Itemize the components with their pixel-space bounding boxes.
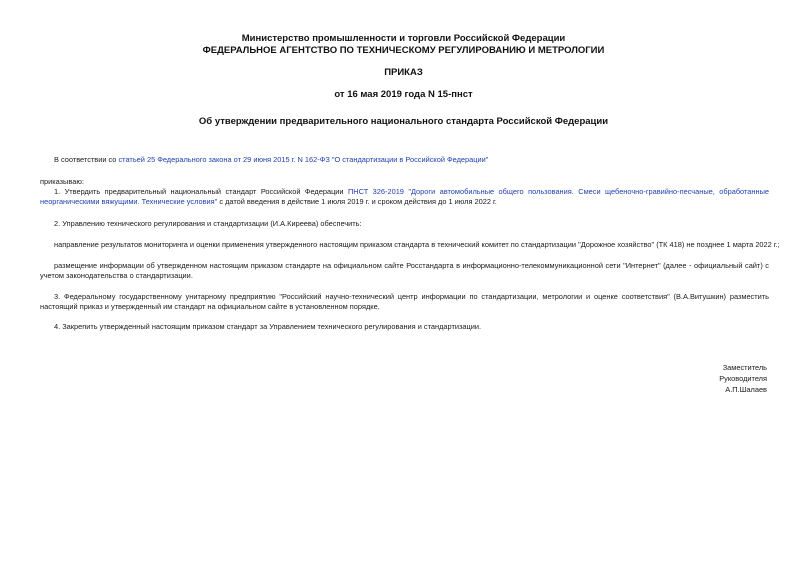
ministry-title: Министерство промышленности и торговли Российской Федерации bbox=[241, 33, 566, 44]
item-2-paragraph: 2. Управлению технического регулирования и стандартизации (И.А.Киреева) обеспечить: bbox=[54, 219, 362, 228]
standard-pnst-link[interactable]: ПНСТ 326-2019 "Дороги автомобильные общего пользования. Смеси щебеночно-гравийно-песчаные, обработанные неорганическими вяжущими. Технические условия" bbox=[40, 187, 769, 206]
item-1-paragraph bbox=[40, 187, 769, 207]
item-2-a-paragraph: направление результатов мониторинга и оценки применения утвержденного настоящим приказом стандарта в технический комитет по стандартизации "Дорожное хозяйство" (ТК 418) не позднее 1 марта 2022 г.; bbox=[54, 240, 780, 249]
document-date-number: от 16 мая 2019 года N 15-пнст bbox=[334, 89, 473, 100]
item-3-paragraph: 3. Федеральному государственному унитарному предприятию "Российский научно-технический центр информации по стандартизации, метрологии и оценке соответствия" (В.А.Витушкин) разместить настоящий приказ и утвержденный им стандарт на официальном сайте в установленном порядке. bbox=[40, 292, 769, 311]
item-2-b-paragraph: размещение информации об утвержденном настоящим приказом стандарте на официальном сайте Росстандарта в информационно-телекоммуникационной сети "Интернет" (далее - официальный сайт) с учетом законодательства о стандартизации. bbox=[40, 261, 769, 280]
document-subject: Об утверждении предварительного национального стандарта Российской Федерации bbox=[198, 116, 609, 127]
item-1-suffix: с датой введения в действие 1 июля 2019 г. и сроком действия до 1 июля 2022 г. bbox=[217, 197, 497, 206]
federal-law-link[interactable]: статьей 25 Федерального закона от 29 июня 2015 г. N 162-ФЗ "О стандартизации в Российской Федерации" bbox=[118, 155, 489, 164]
preamble-prefix: В соответствии со bbox=[54, 155, 119, 164]
item-1-prefix: 1. Утвердить предварительный национальный стандарт Российской Федерации bbox=[54, 187, 348, 196]
order-word: приказываю: bbox=[40, 177, 84, 186]
signature-position-2: Руководителя bbox=[719, 374, 767, 383]
document-type: ПРИКАЗ bbox=[384, 67, 423, 78]
signature-position: Заместитель bbox=[722, 363, 767, 372]
preamble-paragraph bbox=[54, 155, 769, 165]
signature-name: А.П.Шалаев bbox=[725, 385, 767, 394]
agency-title: ФЕДЕРАЛЬНОЕ АГЕНТСТВО ПО ТЕХНИЧЕСКОМУ РЕГУЛИРОВАНИЮ И МЕТРОЛОГИИ bbox=[202, 45, 605, 56]
item-4-paragraph: 4. Закрепить утвержденный настоящим приказом стандарт за Управлением технического регулирования и стандартизации. bbox=[54, 322, 482, 331]
